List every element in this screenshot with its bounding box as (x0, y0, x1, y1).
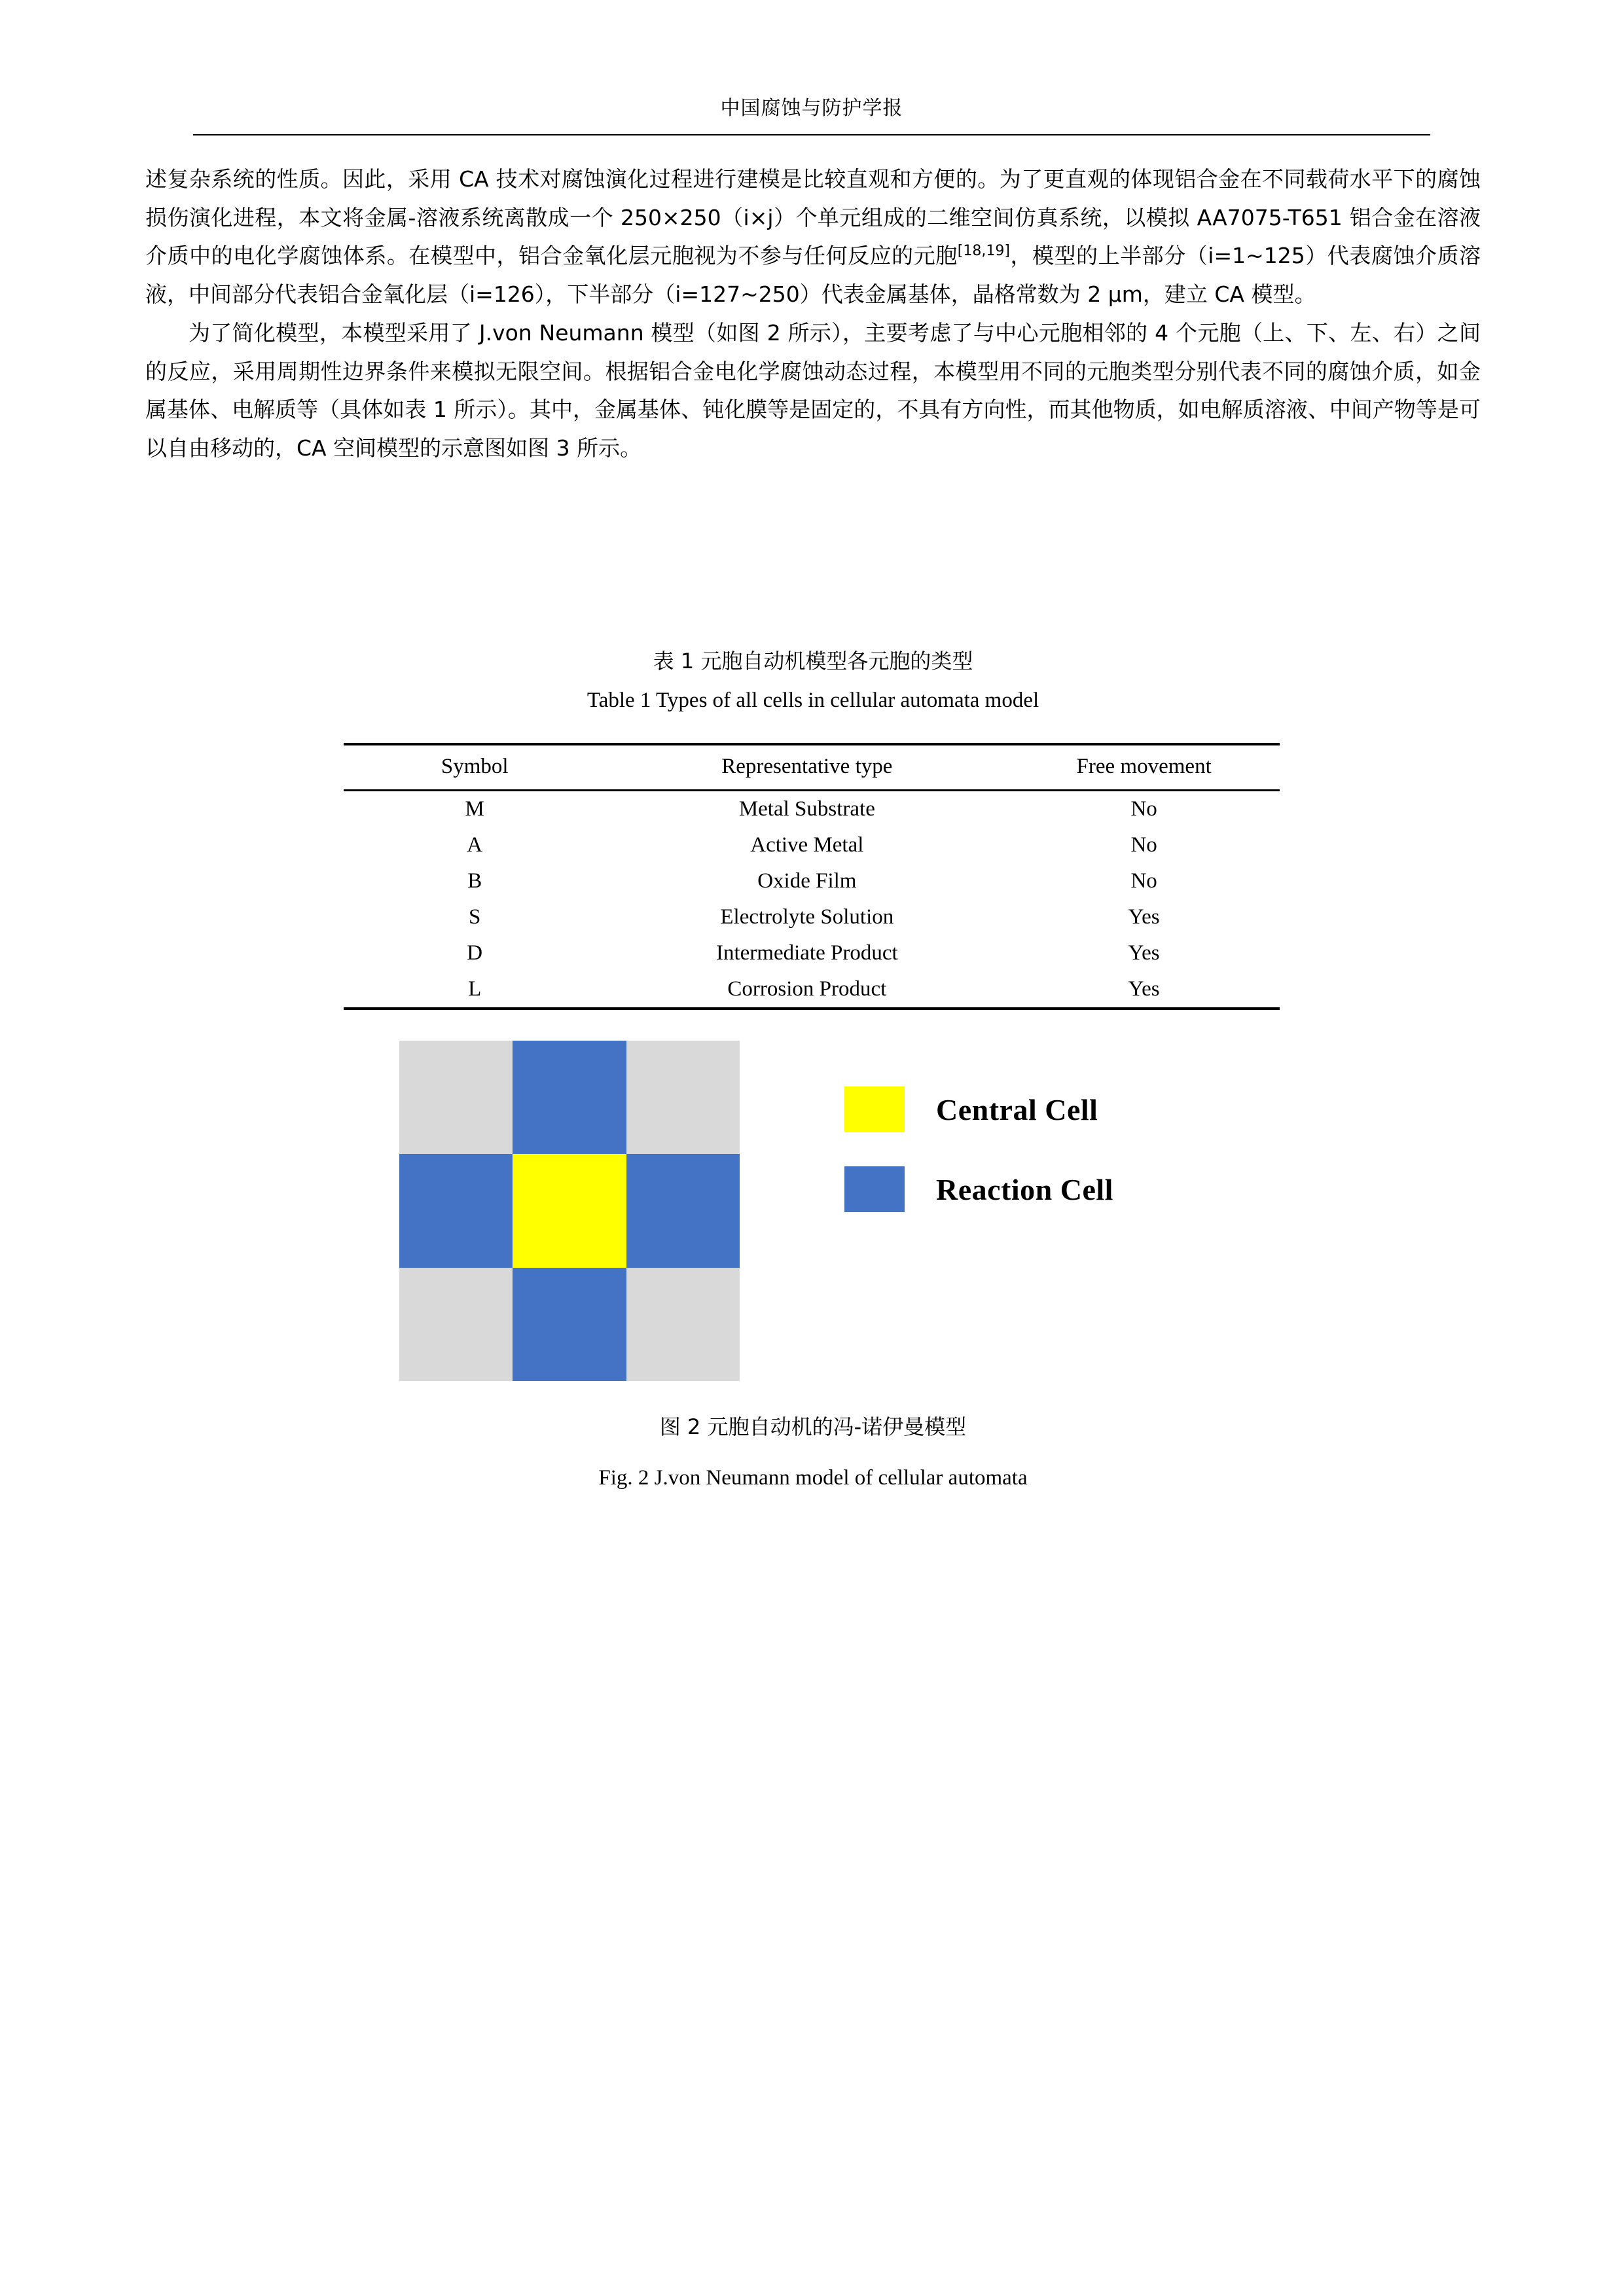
paragraph-2: 为了简化模型，本模型采用了 J.von Neumann 模型（如图 2 所示），主要考虑了与中心元胞相邻的 4 个元胞（上、下、左、右）之间的反应，采用周期性边界条件来模拟无限空间。根据铝合金电化学腐蚀动态过程，本模型用不同的元胞类型分别代表不同的腐蚀介质，如金属基体、电解质等（具体如表 1 所示）。其中，金属基体、钝化膜等是固定的，不具有方向性，而其他物质，如电解质溶液、中间产物等是可以自由移动的，CA 空间模型的示意图如图 3 所示。 (145, 319, 1481, 461)
column-header-representative-type: Representative type (721, 755, 893, 778)
cell-movement: Yes (1128, 905, 1160, 929)
grid-cell (399, 1041, 513, 1154)
table-caption-chinese: 表 1 元胞自动机模型各元胞的类型 (653, 649, 973, 673)
cell-types-table (344, 743, 1280, 1010)
table-bottom-rule-row (344, 1009, 1280, 1010)
cell-type: Oxide Film (757, 869, 857, 893)
grid-cell-central (513, 1154, 626, 1267)
header-divider (193, 134, 1430, 135)
figure-legend (844, 1086, 1303, 1246)
cell-type: Intermediate Product (716, 941, 898, 965)
von-neumann-grid-figure (399, 1041, 740, 1381)
page-header: 中国腐蚀与防护学报 (720, 97, 903, 120)
table-row (344, 791, 1280, 828)
table-container (344, 743, 1280, 1010)
grid-cell (626, 1041, 740, 1154)
neighborhood-grid (399, 1041, 740, 1381)
paragraph-1-part2: ，模型的上半部分（i=1~125）代表腐蚀介质溶液，中间部分代表铝合金氧化层（i=126），下半部分（i=127~250）代表金属基体，晶格常数为 2 μm，建立 CA 模型。 (145, 243, 1481, 308)
table-row (344, 935, 1280, 971)
cell-movement: No (1130, 797, 1157, 821)
cell-symbol: D (467, 941, 483, 965)
legend-item-reaction (844, 1166, 1303, 1212)
paragraph-1-part1: 述复杂系统的性质。因此，采用 CA 技术对腐蚀演化过程进行建模是比较直观和方便的。为了更直观的体现铝合金在不同载荷水平下的腐蚀损伤演化进程，本文将金属-溶液系统离散成一个 250×250（i×j）个单元组成的二维空间仿真系统，以模拟 AA7075-T651 铝合金在溶液介质中的电化学腐蚀体系。在模型中，铝合金氧化层元胞视为不参与任何反应的元胞 (145, 166, 1481, 269)
grid-cell (626, 1268, 740, 1381)
figure-caption-chinese: 图 2 元胞自动机的冯-诺伊曼模型 (659, 1414, 967, 1439)
grid-cell (399, 1154, 513, 1267)
paragraph-1 (145, 160, 1481, 314)
table-row (344, 827, 1280, 863)
cell-movement: Yes (1128, 941, 1160, 965)
cell-symbol: B (467, 869, 482, 893)
table-row (344, 863, 1280, 899)
cell-symbol: L (468, 977, 482, 1001)
grid-cell (513, 1268, 626, 1381)
cell-type: Corrosion Product (727, 977, 887, 1001)
table-caption-english: Table 1 Types of all cells in cellular automata model (586, 689, 1039, 712)
figure-caption-english: Fig. 2 J.von Neumann model of cellular automata (598, 1466, 1028, 1490)
cell-symbol: A (467, 833, 483, 857)
legend-swatch-reaction (844, 1166, 905, 1212)
cell-movement: No (1130, 833, 1157, 857)
cell-movement: Yes (1128, 977, 1160, 1001)
cell-type: Metal Substrate (738, 797, 875, 821)
table-header-row (344, 744, 1280, 791)
grid-cell (399, 1268, 513, 1381)
legend-label-reaction: Reaction Cell (936, 1172, 1113, 1206)
citation-reference: [18,19] (957, 243, 1010, 260)
grid-cell (513, 1041, 626, 1154)
cell-movement: No (1130, 869, 1157, 893)
cell-type: Electrolyte Solution (720, 905, 894, 929)
table-body (344, 791, 1280, 1011)
body-text (145, 160, 1481, 468)
legend-swatch-central (844, 1086, 905, 1132)
cell-symbol: M (465, 797, 484, 821)
column-header-symbol: Symbol (441, 755, 509, 778)
table-row (344, 971, 1280, 1009)
table-bottom-rule (344, 1009, 1280, 1010)
grid-cell (626, 1154, 740, 1267)
column-header-free-movement: Free movement (1076, 755, 1212, 778)
cell-symbol: S (469, 905, 481, 929)
legend-label-central: Central Cell (936, 1092, 1098, 1126)
table-row (344, 899, 1280, 935)
table-head (344, 744, 1280, 791)
legend-item-central (844, 1086, 1303, 1132)
cell-type: Active Metal (750, 833, 864, 857)
